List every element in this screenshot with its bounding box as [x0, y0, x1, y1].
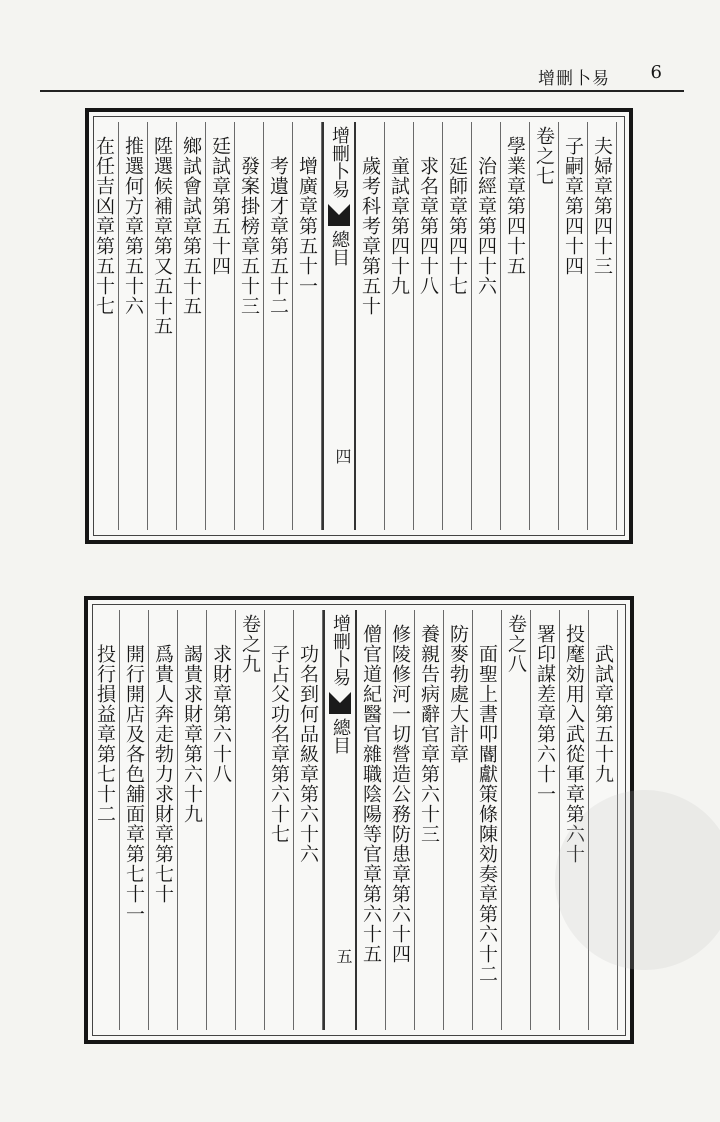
toc-column [148, 122, 177, 530]
toc-column [414, 122, 443, 530]
toc-entry: 子占父功名章第六十七 [268, 644, 290, 844]
running-head [40, 62, 684, 92]
toc-entry: 歲考科考章第五十 [359, 156, 381, 316]
center-section: 總目 [329, 230, 350, 266]
toc-entry: 投行損益章第七十二 [94, 644, 116, 824]
toc-entry: 功名到何品級章第六十六 [297, 644, 319, 864]
toc-entry: 鄉試會試章第五十五 [180, 136, 202, 316]
toc-entry: 子嗣章第四十四 [562, 136, 584, 276]
toc-column [501, 122, 530, 530]
toc-column [207, 610, 236, 1030]
center-column [323, 610, 357, 1030]
toc-entry: 謁貴求財章第六十九 [181, 644, 203, 824]
toc-column [530, 122, 559, 530]
toc-column [531, 610, 560, 1030]
toc-column [356, 122, 385, 530]
toc-column [588, 122, 617, 530]
toc-column [386, 610, 415, 1030]
toc-entry: 在任吉凶章第五十七 [93, 136, 115, 316]
center-title: 增刪卜易 [329, 126, 350, 198]
toc-column [149, 610, 178, 1030]
toc-entry: 廷試章第五十四 [209, 136, 231, 276]
toc-entry: 養親告病辭官章第六十三 [418, 624, 440, 844]
toc-entry: 投麾効用入武從軍章第六十 [563, 624, 585, 864]
toc-column [264, 122, 293, 530]
center-section: 總目 [330, 718, 351, 754]
toc-column [206, 122, 235, 530]
toc-column [293, 122, 322, 530]
toc-entry: 童試章第四十九 [388, 156, 410, 296]
toc-entry: 求財章第六十八 [210, 644, 232, 784]
toc-entry: 修陵修河一切營造公務防患章第六十四 [389, 624, 411, 964]
toc-column [235, 122, 264, 530]
toc-column [415, 610, 444, 1030]
toc-column [472, 122, 501, 530]
toc-entry: 防麥勃處大計章 [447, 624, 469, 764]
toc-column [444, 610, 473, 1030]
toc-entry: 增廣章第五十一 [296, 156, 318, 296]
fish-tail-icon [329, 692, 351, 714]
toc-entry: 爲貴人奔走勃力求財章第七十 [152, 644, 174, 904]
toc-column [119, 122, 148, 530]
toc-entry: 開行開店及各色舖面章第七十一 [123, 644, 145, 924]
toc-column [236, 610, 265, 1030]
toc-entry: 僧官道紀醫官雜職陰陽等官章第六十五 [360, 624, 382, 964]
toc-entry: 推選何方章第五十六 [122, 136, 144, 316]
toc-column [177, 122, 206, 530]
volume-heading: 卷之八 [505, 614, 527, 674]
toc-entry: 治經章第四十六 [475, 156, 497, 296]
volume-heading: 卷之七 [533, 126, 555, 186]
library-stamp-watermark [555, 790, 720, 970]
toc-column [178, 610, 207, 1030]
toc-column [473, 610, 502, 1030]
toc-column [502, 610, 531, 1030]
toc-column [91, 610, 120, 1030]
volume-heading: 卷之九 [239, 614, 261, 674]
page-number: 6 [650, 62, 662, 83]
toc-entry: 面聖上書叩閽獻策條陳効奏章第六十二 [476, 644, 498, 984]
top-leaf [85, 108, 633, 544]
toc-entry: 陞選候補章第又五十五 [151, 136, 173, 336]
toc-entry: 延師章第四十七 [446, 156, 468, 296]
toc-column [265, 610, 294, 1030]
toc-column [559, 122, 588, 530]
toc-entry: 署印謀差章第六十一 [534, 624, 556, 804]
folio-number: 四 [333, 448, 352, 464]
bottom-leaf [84, 596, 634, 1044]
toc-entry: 發案掛榜章五十三 [238, 156, 260, 316]
toc-column [90, 122, 119, 530]
center-title: 增刪卜易 [330, 614, 351, 686]
toc-column [120, 610, 149, 1030]
toc-entry: 求名章第四十八 [417, 156, 439, 296]
toc-column [294, 610, 323, 1030]
toc-column [357, 610, 386, 1030]
running-head-title: 增刪卜易 [538, 69, 610, 89]
center-column [322, 122, 356, 530]
toc-column [443, 122, 472, 530]
fish-tail-icon [328, 204, 350, 226]
toc-entry: 學業章第四十五 [504, 136, 526, 276]
folio-number: 五 [334, 948, 353, 964]
toc-column [385, 122, 414, 530]
toc-entry: 夫婦章第四十三 [591, 136, 613, 276]
toc-entry: 武試章第五十九 [592, 644, 614, 784]
toc-entry: 考遺才章第五十二 [267, 156, 289, 316]
